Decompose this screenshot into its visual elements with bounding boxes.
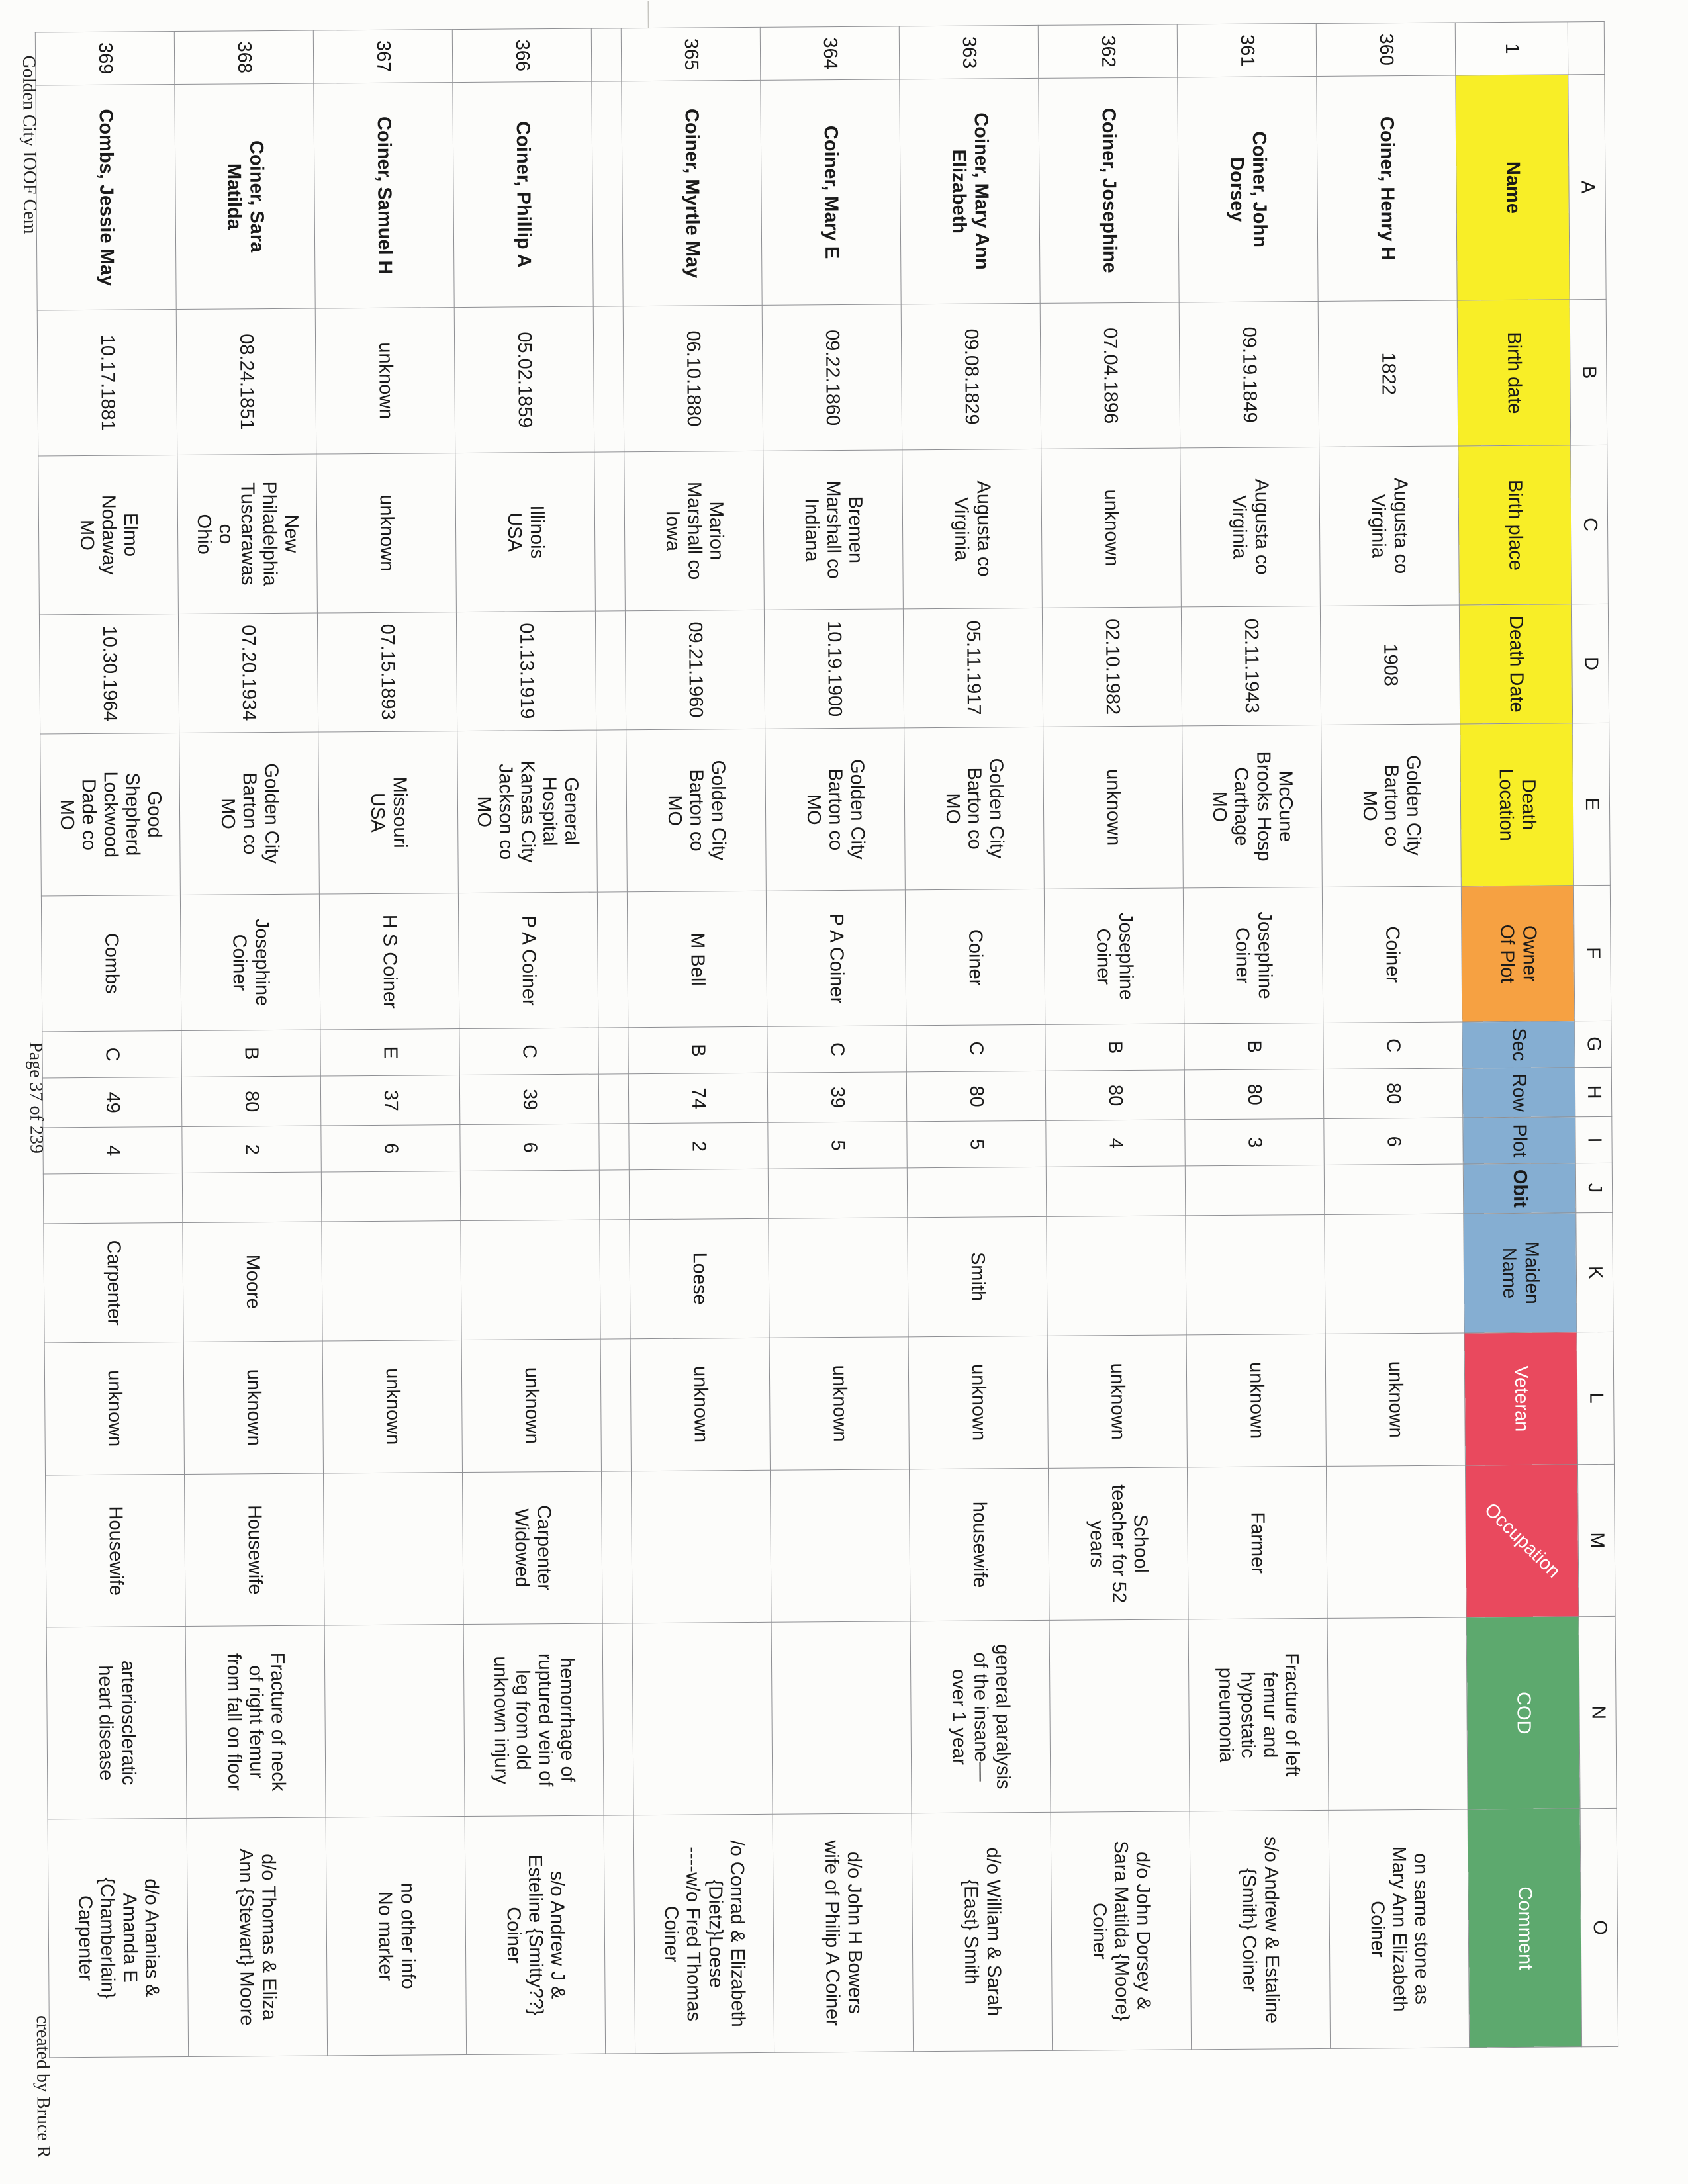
cell-367-comment: no other info No marker (326, 1817, 467, 2056)
record-row-364 (760, 26, 913, 2052)
record-row-363 (899, 25, 1052, 2051)
cell-368-row: 80 (181, 1076, 321, 1126)
cell-369-name: Combs, Jessie May (36, 85, 176, 310)
cell-367-owner: H S Coiner (319, 893, 459, 1030)
cell-364-comment: d/o John H Bowers wife of Philip A Coiner (773, 1813, 914, 2052)
cell-364-birth_date: 09.22.1860 (762, 304, 902, 451)
header-name: Name (1456, 75, 1570, 300)
cell-368-name: Coiner, Sara Matilda (175, 83, 315, 309)
cell-362-comment: d/o John Dorsey & Sara Matilda {Moore} Coiner (1051, 1811, 1192, 2050)
cell-369-maiden: Carpenter (44, 1222, 183, 1342)
spacer-cell-owner (597, 892, 628, 1028)
cell-369-cod: arterioscleratic heart disease (46, 1626, 187, 1819)
cell-365-plot: 2 (629, 1122, 768, 1169)
cell-361-obit (1185, 1165, 1325, 1215)
cell-366-cod: hemorrhage of ruptured vein of leg from old unknown injury (463, 1623, 604, 1816)
header-occupation-angled-text: Occupation (1480, 1499, 1565, 1582)
record-row-362 (1038, 24, 1191, 2050)
cell-369-death_location: Good Shepherd Lockwood Dade co MO (40, 733, 181, 895)
cell-364-plot: 5 (768, 1122, 907, 1169)
corner-cell (1568, 21, 1605, 74)
cell-368-comment: d/o Thomas & Eliza Ann {Stewart} Moore (187, 1817, 328, 2056)
cell-365-occupation (631, 1470, 771, 1623)
cell-366-occupation: Carpenter Widowed (462, 1471, 602, 1624)
header-obit: Obit (1463, 1163, 1576, 1214)
header-birth_place: Birth place (1458, 445, 1572, 605)
cell-369-row: 49 (42, 1077, 182, 1127)
cell-362-birth_date: 07.04.1896 (1040, 302, 1180, 449)
row-number-369: 369 (35, 32, 175, 85)
cell-365-comment: /o Conrad & Elizabeth {Dietz}Loese ----w/o Fred Thomas Coiner (633, 1814, 774, 2053)
cell-360-occupation (1326, 1465, 1466, 1618)
cell-363-obit (907, 1167, 1047, 1217)
cell-364-veteran: unknown (769, 1337, 909, 1470)
cell-364-occupation (770, 1469, 910, 1622)
cell-369-owner: Combs (41, 895, 181, 1031)
cell-365-sec: B (628, 1026, 767, 1073)
cell-368-maiden: Moore (183, 1222, 322, 1342)
spacer-cell-plot (599, 1124, 629, 1170)
row-number-362: 362 (1038, 24, 1178, 78)
cell-361-comment: s/o Andrew & Estaline {Smith} Coiner (1190, 1810, 1331, 2049)
cell-364-birth_place: Bremen Marshall co Indiana (763, 450, 904, 610)
spacer-cell-occupation (601, 1471, 632, 1623)
header-comment: Comment (1468, 1809, 1582, 2048)
cell-368-death_date: 07.20.1934 (178, 613, 318, 733)
record-row-369 (35, 32, 188, 2058)
record-row-360 (1316, 23, 1469, 2048)
cell-363-death_date: 05.11.1917 (903, 608, 1043, 727)
cell-367-cod (324, 1625, 465, 1817)
cell-364-name: Coiner, Mary E (761, 79, 901, 305)
cell-365-birth_place: Marion Marshall co Iowa (624, 451, 765, 610)
cell-363-veteran: unknown (908, 1336, 1048, 1469)
spacer-cell-maiden (600, 1220, 630, 1339)
col-letter-D: D (1571, 604, 1609, 723)
spacer-cell-obit (599, 1170, 630, 1220)
row-number-1: 1 (1455, 22, 1568, 75)
col-letter-F: F (1573, 885, 1611, 1021)
cell-369-obit (43, 1173, 183, 1223)
cell-367-name: Coiner, Samuel H (314, 83, 454, 308)
header-sec: Sec (1462, 1021, 1575, 1068)
header-plot: Plot (1463, 1117, 1575, 1164)
header-death_location: Death Location (1460, 723, 1574, 886)
cell-369-death_date: 10.30.1964 (39, 614, 179, 734)
cell-365-owner: M Bell (627, 891, 767, 1027)
cell-360-sec: C (1323, 1022, 1462, 1069)
cell-360-veteran: unknown (1325, 1333, 1465, 1466)
cell-363-death_location: Golden City Barton co MO (904, 727, 1045, 889)
cell-360-cod (1327, 1617, 1468, 1810)
cell-368-sec: B (181, 1030, 320, 1077)
col-letter-N: N (1579, 1616, 1617, 1808)
cell-362-name: Coiner, Josephine (1039, 77, 1179, 303)
row-number-364: 364 (760, 26, 900, 80)
cell-362-veteran: unknown (1047, 1335, 1187, 1468)
cell-366-veteran: unknown (461, 1339, 601, 1472)
cell-366-birth_date: 05.02.1859 (454, 306, 594, 453)
cell-361-name: Coiner, John Dorsey (1178, 76, 1318, 302)
cell-363-name: Coiner, Mary Ann Elizabeth (900, 78, 1040, 304)
cell-362-death_date: 02.10.1982 (1042, 607, 1182, 727)
spacer-cell-death_date (595, 611, 626, 730)
cell-361-occupation: Farmer (1187, 1466, 1327, 1619)
cell-365-veteran: unknown (630, 1338, 770, 1471)
cell-366-obit (460, 1170, 600, 1220)
cell-369-comment: d/o Ananias & Amanda E {Chamberlain} Carpenter (48, 1818, 189, 2057)
header-maiden: Maiden Name (1464, 1213, 1577, 1333)
record-row-368 (174, 30, 327, 2056)
cell-363-comment: d/o William & Sarah {East} Smith (912, 1812, 1053, 2051)
cell-365-name: Coiner, Myrtle May (622, 80, 762, 306)
cell-362-plot: 4 (1046, 1120, 1185, 1167)
cell-363-maiden: Smith (908, 1216, 1047, 1336)
cell-365-birth_date: 06.10.1880 (623, 305, 763, 451)
cell-362-occupation: School teacher for 52 years (1048, 1467, 1188, 1620)
footer-cemetery-name: Golden City IOOF Cem (19, 55, 40, 234)
header-birth_date: Birth date (1457, 300, 1571, 446)
row-number-368: 368 (174, 30, 314, 84)
cell-363-row: 80 (906, 1071, 1046, 1121)
cell-363-cod: general paralysis of the insane— over 1 year (910, 1620, 1051, 1813)
cell-369-plot: 4 (43, 1126, 182, 1173)
cell-362-birth_place: unknown (1041, 448, 1182, 608)
cell-366-sec: C (459, 1028, 598, 1075)
cell-368-death_location: Golden City Barton co MO (179, 732, 320, 895)
cell-363-birth_place: Augusta co Virginia (902, 449, 1043, 608)
cell-360-death_location: Golden City Barton co MO (1321, 724, 1462, 887)
header-veteran: Veteran (1464, 1332, 1577, 1465)
cell-367-death_location: Missouri USA (318, 731, 459, 894)
cell-367-death_date: 07.15.1893 (317, 612, 457, 732)
cell-368-owner: Josephine Coiner (180, 894, 320, 1030)
cell-360-plot: 6 (1324, 1118, 1463, 1165)
cell-367-obit (321, 1171, 461, 1222)
spacer-cell-death_location (596, 730, 628, 892)
cell-364-obit (768, 1168, 908, 1218)
row-number-367: 367 (313, 30, 453, 83)
spacer-cell-birth_place (594, 452, 626, 611)
cell-362-maiden (1047, 1216, 1186, 1336)
cell-369-sec: C (42, 1030, 181, 1077)
header-occupation (1465, 1465, 1579, 1617)
cell-362-obit (1046, 1166, 1186, 1216)
cell-366-comment: s/o Andrew J & Esteline {Smitty??} Coiner (465, 1815, 606, 2054)
cell-369-birth_place: Elmo Nodaway MO (38, 455, 179, 615)
cell-367-row: 37 (320, 1075, 460, 1126)
cell-368-birth_date: 08.24.1851 (176, 308, 316, 455)
cell-363-occupation: housewife (909, 1468, 1049, 1621)
col-letter-O: O (1580, 1808, 1618, 2046)
cell-369-occupation: Housewife (46, 1474, 186, 1627)
col-letter-H: H (1575, 1067, 1612, 1116)
cell-368-occupation: Housewife (185, 1473, 325, 1626)
record-row-365 (621, 27, 774, 2053)
row-number-363: 363 (899, 25, 1039, 79)
cell-365-obit (629, 1169, 769, 1219)
cell-367-birth_date: unknown (315, 308, 455, 454)
header-cod: COD (1466, 1617, 1580, 1809)
col-letter-J: J (1575, 1163, 1613, 1212)
cell-365-row: 74 (628, 1073, 768, 1123)
cell-367-maiden (322, 1221, 461, 1341)
cell-362-sec: B (1045, 1024, 1184, 1071)
col-letter-B: B (1570, 299, 1607, 445)
cell-367-occupation (324, 1473, 464, 1625)
cell-369-birth_date: 10.17.1881 (37, 310, 177, 456)
cell-364-death_location: Golden City Barton co MO (765, 728, 906, 891)
footer-created-by: created by Bruce R (32, 2015, 54, 2158)
cell-361-birth_place: Augusta co Virginia (1180, 447, 1321, 606)
cell-364-death_date: 10.19.1900 (764, 609, 904, 729)
cell-360-maiden (1325, 1214, 1464, 1334)
spacer-cell-veteran (600, 1339, 631, 1471)
spacer-cell-sec (598, 1028, 628, 1074)
cell-369-veteran: unknown (44, 1342, 184, 1475)
cell-362-owner: Josephine Coiner (1044, 888, 1184, 1024)
cell-364-owner: P A Coiner (766, 890, 906, 1026)
cell-361-row: 80 (1184, 1069, 1324, 1119)
cell-361-maiden (1186, 1214, 1325, 1334)
footer-page-number: Page 37 of 239 (25, 1042, 47, 1154)
cell-365-death_location: Golden City Barton co MO (626, 729, 767, 891)
cell-367-birth_place: unknown (316, 453, 457, 613)
col-letter-G: G (1575, 1021, 1611, 1067)
cell-364-cod (771, 1621, 912, 1814)
col-letter-L: L (1577, 1332, 1614, 1464)
cell-366-birth_place: Illinois USA (455, 452, 596, 612)
cell-362-row: 80 (1045, 1070, 1185, 1120)
spacer-rownum (591, 28, 622, 81)
cell-360-birth_date: 1822 (1318, 300, 1458, 447)
cell-366-death_date: 01.13.1919 (456, 611, 596, 731)
cell-368-obit (182, 1172, 322, 1222)
record-row-361 (1177, 23, 1330, 2049)
row-number-365: 365 (621, 27, 761, 81)
row-number-360: 360 (1316, 23, 1456, 76)
cell-366-row: 39 (459, 1074, 599, 1124)
spacer-cell-name (592, 81, 623, 306)
col-letter-C: C (1571, 445, 1609, 604)
record-row-367 (313, 30, 466, 2056)
cell-361-veteran: unknown (1186, 1334, 1326, 1467)
cell-367-plot: 6 (321, 1125, 460, 1172)
cemetery-records-table (35, 21, 1618, 2058)
col-letter-K: K (1576, 1212, 1613, 1332)
cell-364-sec: C (767, 1026, 906, 1073)
cell-366-name: Coiner, Phillip A (453, 81, 593, 307)
cell-360-obit (1324, 1164, 1464, 1214)
header-row (1455, 22, 1581, 2048)
col-letter-A: A (1568, 74, 1606, 299)
cell-363-birth_date: 09.08.1829 (901, 303, 1041, 449)
cell-366-maiden (461, 1220, 600, 1340)
spacer-cell-comment (604, 1815, 635, 2054)
cell-361-death_location: McCune Brooks Hosp Carthage MO (1182, 725, 1323, 887)
cell-361-cod: Fracture of left femur and hypostatic pneumonia (1188, 1618, 1329, 1811)
col-letter-M: M (1577, 1464, 1615, 1616)
spacer-cell-cod (602, 1623, 633, 1815)
cell-367-veteran: unknown (322, 1340, 462, 1473)
cell-361-birth_date: 09.19.1849 (1179, 301, 1319, 447)
col-letter-I: I (1575, 1116, 1612, 1163)
spacer-cell-row (598, 1074, 629, 1124)
cell-365-cod (632, 1622, 773, 1815)
cell-368-cod: Fracture of neck of right femur from fall on floor (185, 1625, 326, 1818)
row-number-361: 361 (1177, 23, 1317, 77)
header-death_date: Death Date (1459, 604, 1572, 724)
cell-360-name: Coiner, Henry H (1317, 75, 1457, 301)
cell-363-owner: Coiner (905, 889, 1045, 1025)
cell-361-plot: 3 (1185, 1118, 1324, 1165)
cell-360-birth_place: Augusta co Virginia (1319, 446, 1460, 606)
spacer-cell-birth_date (593, 306, 624, 452)
header-row: Row (1462, 1068, 1575, 1118)
cell-364-maiden (769, 1218, 908, 1338)
cell-361-sec: B (1184, 1023, 1323, 1069)
cell-360-row: 80 (1323, 1068, 1463, 1118)
cell-362-cod (1049, 1619, 1190, 1812)
cell-364-row: 39 (767, 1072, 907, 1122)
cell-368-veteran: unknown (183, 1341, 323, 1474)
cell-368-birth_place: New Philadelphia Tuscarawas co Ohio (177, 454, 318, 614)
cell-360-comment: on same stone as Mary Ann Elizabeth Coiner (1329, 1809, 1470, 2048)
cell-365-death_date: 09.21.1960 (625, 610, 765, 729)
cell-360-death_date: 1908 (1320, 605, 1460, 725)
cell-368-plot: 2 (182, 1126, 321, 1173)
cell-365-maiden: Loese (630, 1218, 769, 1338)
cell-366-death_location: General Hospital Kansas City Jackson co MO (457, 730, 598, 893)
cell-360-owner: Coiner (1322, 886, 1462, 1023)
record-row-366 (452, 28, 605, 2054)
cell-361-death_date: 02.11.1943 (1181, 606, 1321, 725)
cell-363-sec: C (906, 1024, 1045, 1071)
row-number-366: 366 (452, 28, 592, 82)
cell-366-owner: P A Coiner (458, 892, 598, 1028)
header-owner: Owner Of Plot (1461, 886, 1574, 1022)
col-letter-E: E (1573, 723, 1611, 885)
cell-366-plot: 6 (460, 1124, 599, 1171)
cell-363-plot: 5 (907, 1120, 1046, 1167)
cell-367-sec: E (320, 1029, 459, 1076)
cell-361-owner: Josephine Coiner (1183, 887, 1323, 1023)
cell-362-death_location: unknown (1043, 726, 1184, 889)
